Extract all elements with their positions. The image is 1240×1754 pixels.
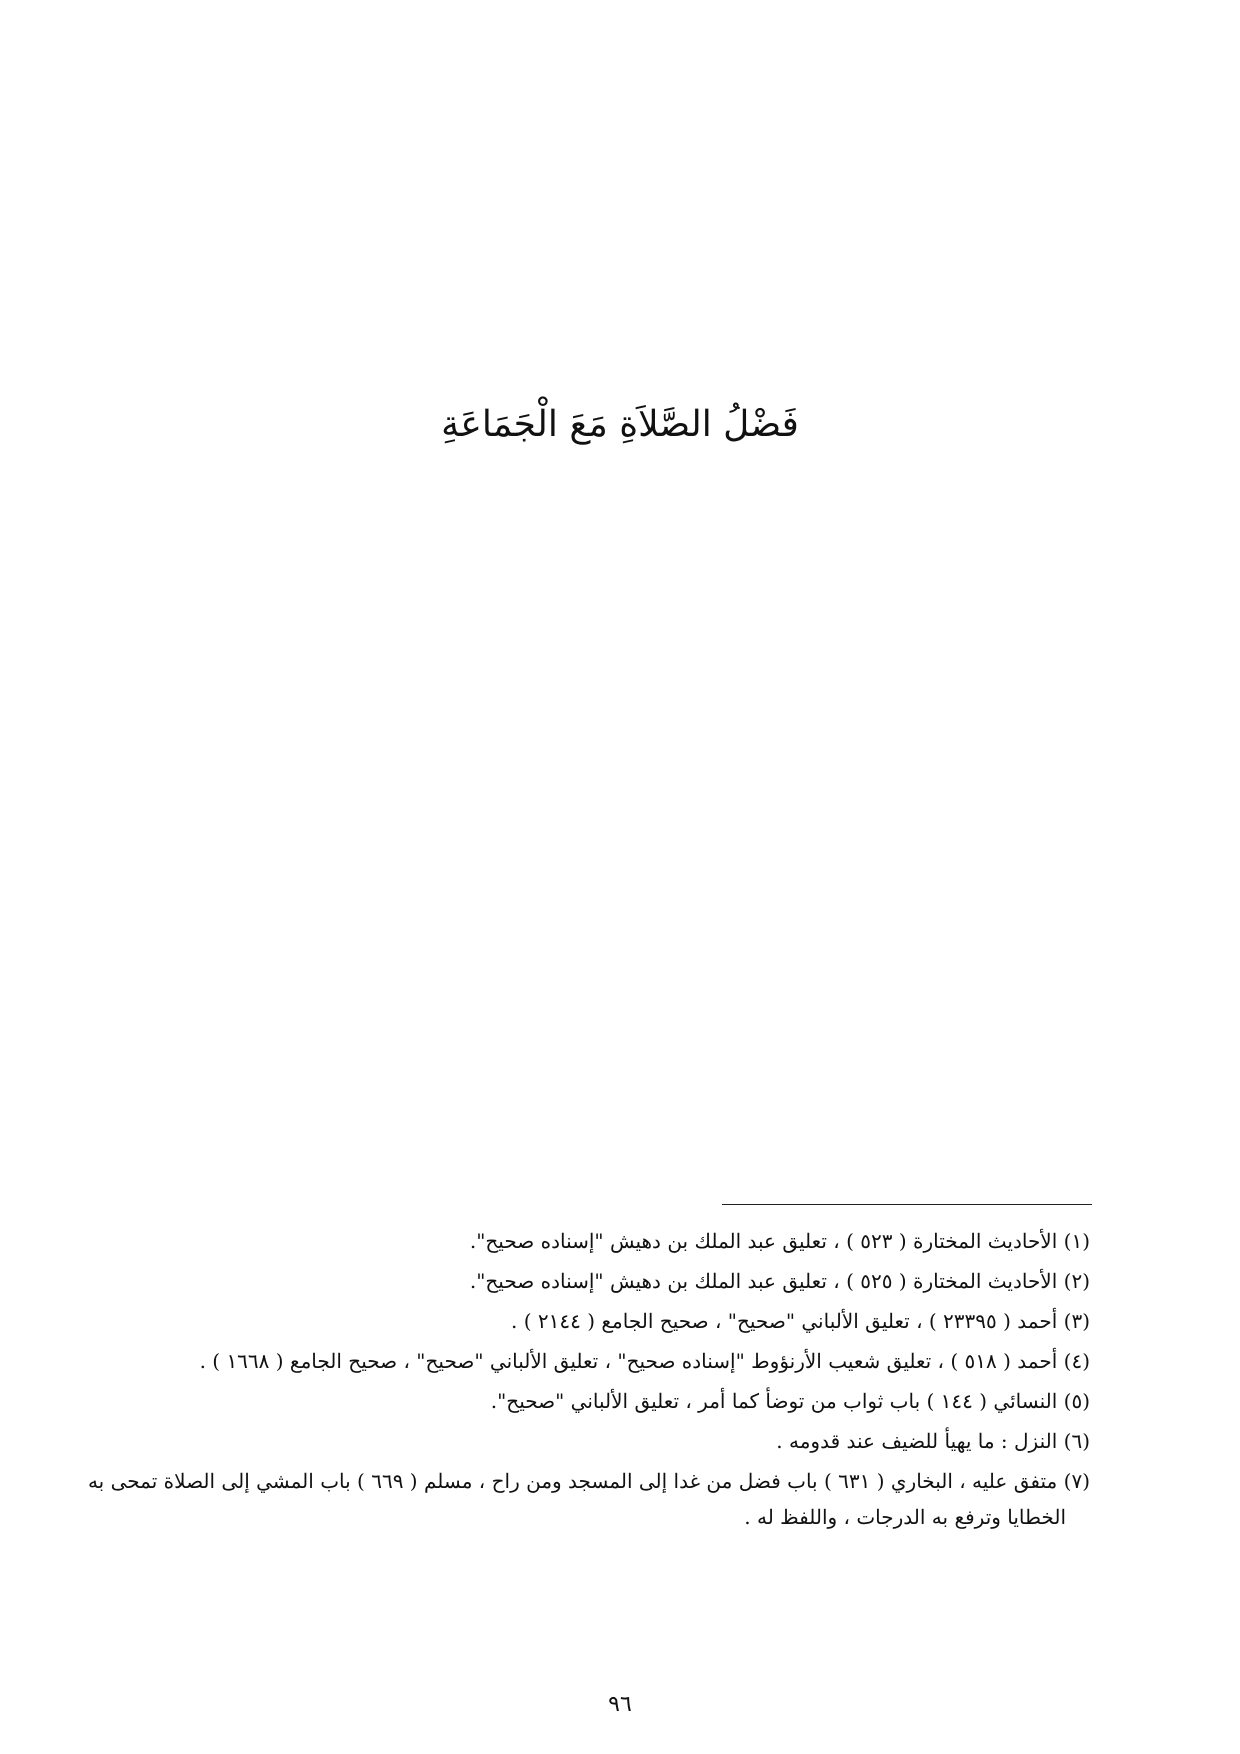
- page-number: ٩٦: [608, 1692, 632, 1717]
- footnote-text: (٣) أحمد ( ٢٣٣٩٥ ) ، تعليق الألباني "صحيح" ، صحيح الجامع ( ٢١٤٤ ) .: [511, 1309, 1090, 1333]
- section-heading: فَضْلُ الصَّلاَةِ مَعَ الْجَمَاعَةِ: [441, 404, 799, 445]
- footnote-text: (٧) متفق عليه ، البخاري ( ٦٣١ ) باب فضل من غدا إلى المسجد ومن راح ، مسلم ( ٦٦٩ ) باب المشي إلى الصلاة تمحى به: [87, 1469, 1090, 1493]
- footnote-text: (٢) الأحاديث المختارة ( ٥٢٥ ) ، تعليق عبد الملك بن دهيش "إسناده صحيح".: [469, 1269, 1090, 1293]
- footnote-text: (١) الأحاديث المختارة ( ٥٢٣ ) ، تعليق عبد الملك بن دهيش "إسناده صحيح".: [469, 1229, 1090, 1253]
- footnote-text: (٥) النسائي ( ١٤٤ ) باب ثواب من توضأ كما أمر ، تعليق الألباني "صحيح".: [490, 1389, 1090, 1413]
- footnote-text: الخطايا وترفع به الدرجات ، واللفظ له .: [744, 1505, 1066, 1529]
- footnote-separator: [722, 1204, 1092, 1205]
- footnote-text: (٦) النزل : ما يهيأ للضيف عند قدومه .: [776, 1429, 1090, 1453]
- footnote-text: (٤) أحمد ( ٥١٨ ) ، تعليق شعيب الأرنؤوط "إسناده صحيح" ، تعليق الألباني "صحيح" ، صحيح الجامع ( ١٦٦٨ ) .: [199, 1349, 1090, 1373]
